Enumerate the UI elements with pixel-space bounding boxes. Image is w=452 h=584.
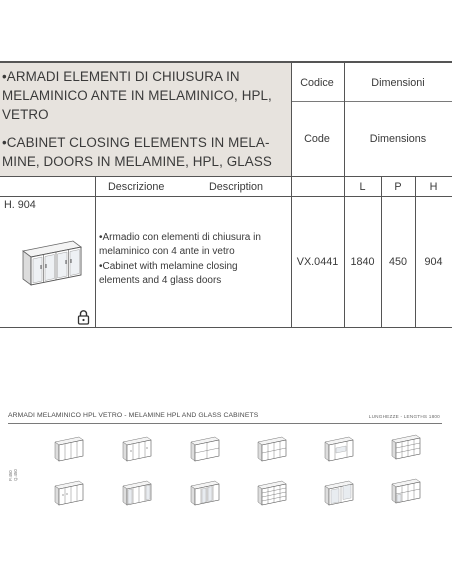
row-p-value: 450: [388, 256, 407, 268]
gallery-cabinet-11: [323, 478, 355, 508]
dimensions-label: Dimensions: [369, 133, 427, 145]
gallery-cabinet-2: [121, 434, 153, 464]
side-label-2: Q.450: [13, 469, 18, 481]
gallery-rule: [8, 423, 442, 424]
vline-l: [381, 176, 382, 328]
row-height-label: H. 904: [4, 199, 36, 211]
gallery-side-label: [8, 469, 18, 481]
code-label: Code: [304, 133, 330, 145]
header-mid-line: [291, 101, 452, 102]
vline-p: [415, 176, 416, 328]
cabinet-illustration: [17, 237, 83, 287]
desc-en-line-1: •Cabinet with melamine closing: [99, 260, 238, 272]
codice-label: Codice: [300, 77, 334, 89]
gallery-cabinet-8: [121, 478, 153, 508]
dimensioni-label: Dimensioni: [371, 77, 425, 89]
gallery-cabinet-7: [53, 478, 85, 508]
gallery-cabinet-9: [189, 478, 221, 508]
gallery-cabinet-10: [256, 478, 288, 508]
title-en-line-1: •CABINET CLOSING ELEMENTS IN MELA-: [2, 135, 270, 150]
row-code: VX.0441: [296, 256, 339, 268]
row-bottom-line: [0, 327, 452, 328]
description-label: Description: [209, 181, 264, 193]
gallery-cabinet-6: [390, 432, 422, 462]
side-label-1: P.450: [8, 470, 13, 481]
col-h-label: H: [429, 181, 438, 193]
title-it-line-3: VETRO: [2, 107, 49, 122]
header-bottom-line: [0, 176, 452, 177]
gallery-cabinet-12: [390, 476, 422, 506]
vline-dimensioni: [344, 62, 345, 328]
gallery-title: ARMADI MELAMINICO HPL VETRO - MELAMINE HPL AND GLASS CABINETS: [8, 412, 259, 419]
row-description: [99, 231, 291, 288]
row-h-value: 904: [424, 256, 443, 268]
descrizione-label: Descrizione: [108, 181, 165, 193]
col-header-bottom-line: [0, 196, 452, 197]
vline-codice: [291, 62, 292, 328]
gallery-cabinet-3: [189, 434, 221, 464]
gallery-cabinet-4: [256, 434, 288, 464]
col-l-label: L: [359, 181, 366, 193]
gallery-lengths: LUNGHEZZE - LENGTHS 1800: [368, 414, 440, 419]
title-block: [2, 67, 288, 171]
desc-it-line-2: melaminico con 4 ante in vetro: [99, 246, 235, 258]
gallery-cabinet-1: [53, 434, 85, 464]
gallery-cabinet-5: [323, 434, 355, 464]
title-en-line-2: MINE, DOORS IN MELAMINE, HPL, GLASS: [2, 154, 272, 169]
row-l-value: 1840: [350, 256, 375, 268]
col-p-label: P: [394, 181, 402, 193]
desc-it-line-1: •Armadio con elementi di chiusura in: [99, 232, 261, 243]
title-it-line-2: MELAMINICO ANTE IN MELAMINICO, HPL,: [2, 88, 272, 103]
desc-en-line-2: elements and 4 glass doors: [99, 274, 222, 286]
top-border: [0, 61, 452, 63]
vline-image: [95, 176, 96, 328]
title-it-line-1: •ARMADI ELEMENTI DI CHIUSURA IN: [2, 69, 240, 84]
padlock-icon: [77, 309, 90, 325]
